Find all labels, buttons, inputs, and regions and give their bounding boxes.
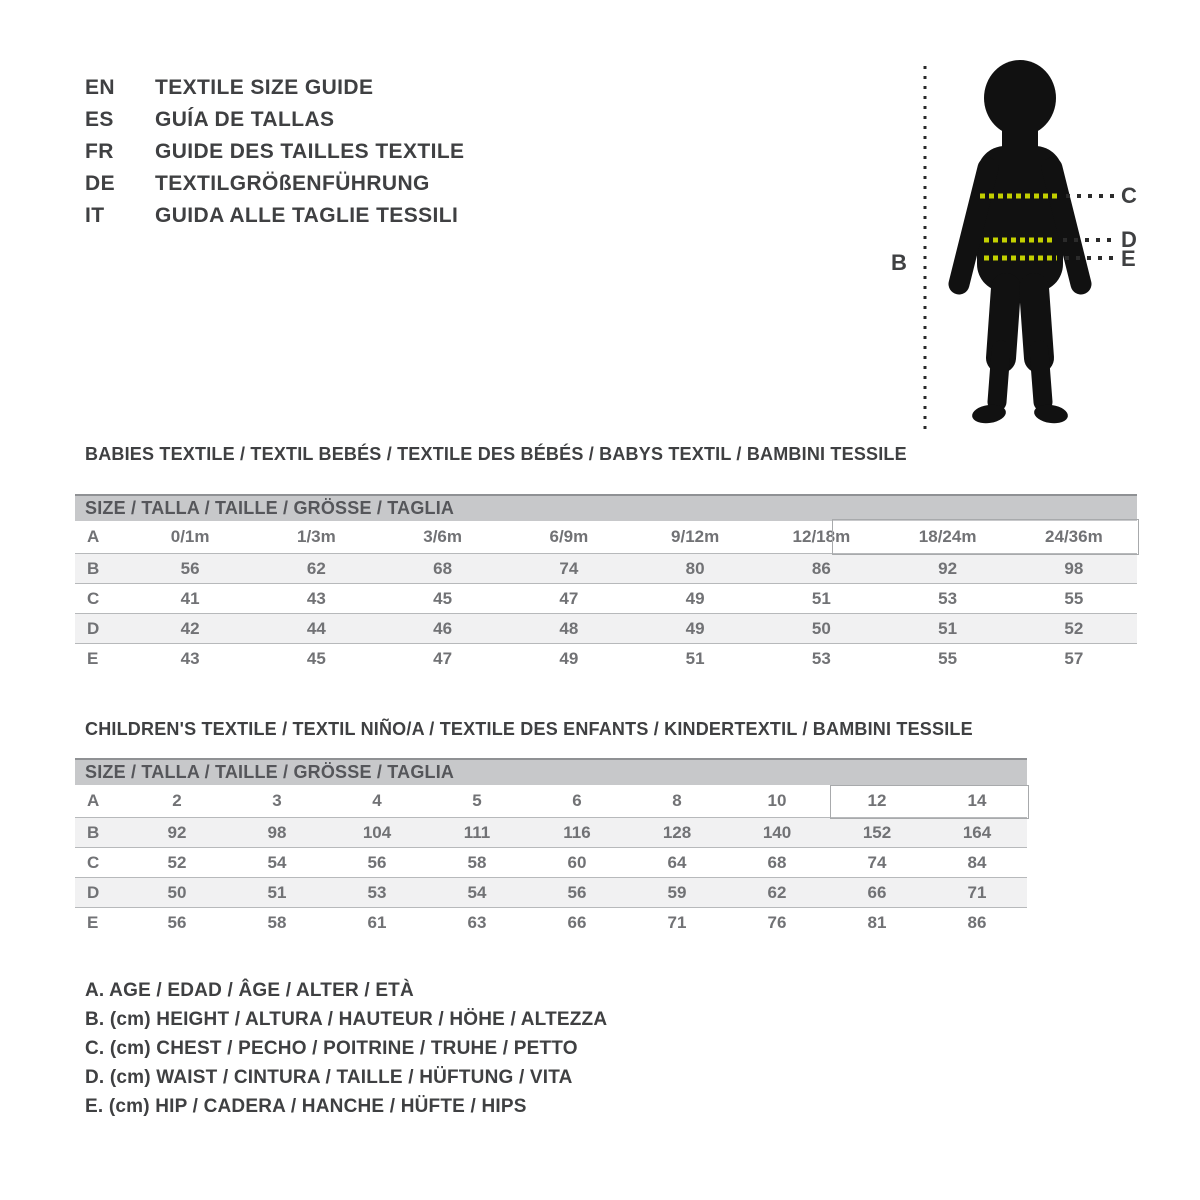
- row-label: C: [87, 852, 100, 872]
- table-cell: 2: [172, 791, 182, 810]
- table-cell: 0/1m: [170, 527, 210, 546]
- table-cell: 66: [867, 882, 887, 902]
- chest-label: C: [1121, 183, 1137, 208]
- table-cell: 152: [862, 822, 892, 842]
- table-cell: 45: [306, 648, 326, 668]
- table-cell: 58: [267, 912, 287, 932]
- table-cell: 55: [938, 648, 958, 668]
- table-row-C: [75, 847, 1027, 877]
- language-title: TEXTILE SIZE GUIDE: [155, 76, 374, 99]
- child-silhouette: [959, 60, 1081, 425]
- height-label: B: [891, 250, 907, 275]
- table-cell: 54: [467, 882, 487, 902]
- table-row-C: [75, 583, 1137, 613]
- row-label: D: [87, 882, 100, 902]
- table-cell: 43: [180, 648, 200, 668]
- table-cell: 56: [180, 558, 200, 578]
- table-cell: 48: [559, 618, 579, 638]
- table-cell: 71: [967, 882, 987, 902]
- language-list: [85, 72, 464, 232]
- table-cell: 45: [433, 588, 453, 608]
- table-row-A: [75, 521, 1137, 553]
- table-cell: 9/12m: [671, 527, 720, 546]
- language-code: FR: [85, 140, 114, 163]
- babies-size-header-band: SIZE / TALLA / TAILLE / GRÖSSE / TAGLIA: [75, 494, 1137, 521]
- row-label: E: [87, 648, 99, 668]
- measurement-figure: [885, 50, 1185, 450]
- language-code: IT: [85, 204, 105, 227]
- legend-item: E. (cm) HIP / CADERA / HANCHE / HÜFTE / HIPS: [85, 1096, 527, 1117]
- table-cell: 14: [967, 791, 987, 810]
- table-cell: 8: [672, 791, 682, 810]
- children-size-table: [75, 758, 1027, 937]
- table-cell: 49: [685, 618, 705, 638]
- table-row-E: [75, 907, 1027, 937]
- table-cell: 86: [811, 558, 831, 578]
- table-cell: 49: [559, 648, 579, 668]
- table-cell: 92: [167, 822, 187, 842]
- table-cell: 46: [433, 618, 453, 638]
- table-cell: 76: [767, 912, 787, 932]
- table-cell: 86: [967, 912, 987, 932]
- table-cell: 5: [472, 791, 482, 810]
- table-row-A: [75, 785, 1027, 817]
- table-cell: 24/36m: [1045, 527, 1103, 546]
- language-code: EN: [85, 76, 115, 99]
- table-cell: 68: [767, 852, 787, 872]
- table-cell: 4: [372, 791, 382, 810]
- table-cell: 10: [767, 791, 787, 810]
- table-row-B: [75, 553, 1137, 583]
- table-cell: 18/24m: [918, 527, 977, 546]
- language-row: [85, 72, 464, 104]
- table-cell: 54: [267, 852, 287, 872]
- row-label: C: [87, 588, 100, 608]
- row-label: A: [87, 791, 100, 810]
- row-label: D: [87, 618, 100, 638]
- table-cell: 1/3m: [297, 527, 336, 546]
- table-cell: 80: [685, 558, 705, 578]
- table-cell: 92: [938, 558, 958, 578]
- table-cell: 63: [467, 912, 487, 932]
- table-cell: 71: [667, 912, 687, 932]
- table-cell: 3: [272, 791, 282, 810]
- table-cell: 51: [685, 648, 705, 668]
- table-cell: 84: [967, 852, 987, 872]
- table-cell: 51: [267, 882, 287, 902]
- table-cell: 43: [306, 588, 326, 608]
- table-cell: 59: [667, 882, 687, 902]
- table-cell: 81: [867, 912, 887, 932]
- table-cell: 49: [685, 588, 705, 608]
- table-cell: 68: [433, 558, 453, 578]
- table-row-E: [75, 643, 1137, 673]
- table-row-B: [75, 817, 1027, 847]
- row-label: B: [87, 558, 100, 578]
- table-cell: 12/18m: [792, 527, 851, 546]
- table-cell: 60: [567, 852, 587, 872]
- language-row: [85, 104, 464, 136]
- table-cell: 62: [767, 882, 787, 902]
- row-label: E: [87, 912, 99, 932]
- legend-item: B. (cm) HEIGHT / ALTURA / HAUTEUR / HÖHE / ALTEZZA: [85, 1009, 608, 1030]
- language-code: DE: [85, 172, 115, 195]
- table-cell: 12: [867, 791, 887, 810]
- legend-item: A. AGE / EDAD / ÂGE / ALTER / ETÀ: [85, 980, 414, 1001]
- table-row-D: [75, 613, 1137, 643]
- child-silhouette-figure: [885, 50, 1185, 450]
- table-cell: 6/9m: [549, 527, 589, 546]
- table-cell: 44: [306, 618, 326, 638]
- table-cell: 164: [962, 822, 992, 842]
- row-label: A: [87, 527, 100, 546]
- row-label: B: [87, 822, 100, 842]
- table-cell: 53: [938, 588, 958, 608]
- waist-label: D: [1121, 227, 1137, 252]
- language-code: ES: [85, 108, 114, 131]
- children-section-title: CHILDREN'S TEXTILE / TEXTIL NIÑO/A / TEXTILE DES ENFANTS / KINDERTEXTIL / BAMBINI TESSILE: [85, 719, 973, 739]
- language-row: [85, 200, 464, 232]
- table-cell: 61: [367, 912, 387, 932]
- language-title: GUIDA ALLE TAGLIE TESSILI: [155, 204, 459, 227]
- language-title: GUÍA DE TALLAS: [155, 108, 335, 131]
- language-row: [85, 168, 464, 200]
- table-cell: 56: [167, 912, 187, 932]
- hip-label: E: [1121, 246, 1136, 271]
- table-row-D: [75, 877, 1027, 907]
- legend-item: C. (cm) CHEST / PECHO / POITRINE / TRUHE / PETTO: [85, 1038, 578, 1059]
- babies-size-table: [75, 494, 1137, 673]
- table-cell: 128: [662, 822, 692, 842]
- language-title: GUIDE DES TAILLES TEXTILE: [155, 140, 465, 163]
- table-cell: 56: [567, 882, 587, 902]
- table-cell: 98: [267, 822, 287, 842]
- table-cell: 51: [938, 618, 958, 638]
- table-cell: 41: [180, 588, 200, 608]
- table-cell: 111: [463, 822, 491, 842]
- table-cell: 53: [811, 648, 831, 668]
- table-cell: 50: [167, 882, 187, 902]
- table-cell: 53: [367, 882, 387, 902]
- language-row: [85, 136, 464, 168]
- table-cell: 55: [1064, 588, 1084, 608]
- table-cell: 64: [667, 852, 687, 872]
- table-cell: 3/6m: [423, 527, 462, 546]
- table-cell: 74: [559, 558, 579, 578]
- legend-item: D. (cm) WAIST / CINTURA / TAILLE / HÜFTUNG / VITA: [85, 1067, 573, 1088]
- table-cell: 51: [811, 588, 831, 608]
- table-cell: 47: [433, 648, 453, 668]
- table-cell: 56: [367, 852, 387, 872]
- table-cell: 52: [167, 852, 187, 872]
- table-cell: 62: [306, 558, 326, 578]
- table-cell: 140: [762, 822, 792, 842]
- table-cell: 47: [559, 588, 579, 608]
- table-cell: 58: [467, 852, 487, 872]
- table-cell: 52: [1064, 618, 1084, 638]
- table-cell: 57: [1064, 648, 1084, 668]
- table-cell: 42: [180, 618, 200, 638]
- table-cell: 50: [811, 618, 831, 638]
- children-size-header-band: SIZE / TALLA / TAILLE / GRÖSSE / TAGLIA: [75, 758, 1027, 785]
- babies-section-title: BABIES TEXTILE / TEXTIL BEBÉS / TEXTILE DES BÉBÉS / BABYS TEXTIL / BAMBINI TESSILE: [85, 444, 907, 464]
- table-cell: 74: [867, 852, 887, 872]
- table-cell: 6: [572, 791, 582, 810]
- table-cell: 98: [1064, 558, 1084, 578]
- legend-list: [85, 976, 607, 1121]
- table-cell: 104: [362, 822, 392, 842]
- language-title: TEXTILGRÖßENFÜHRUNG: [155, 172, 430, 195]
- table-cell: 66: [567, 912, 587, 932]
- table-cell: 116: [563, 822, 591, 842]
